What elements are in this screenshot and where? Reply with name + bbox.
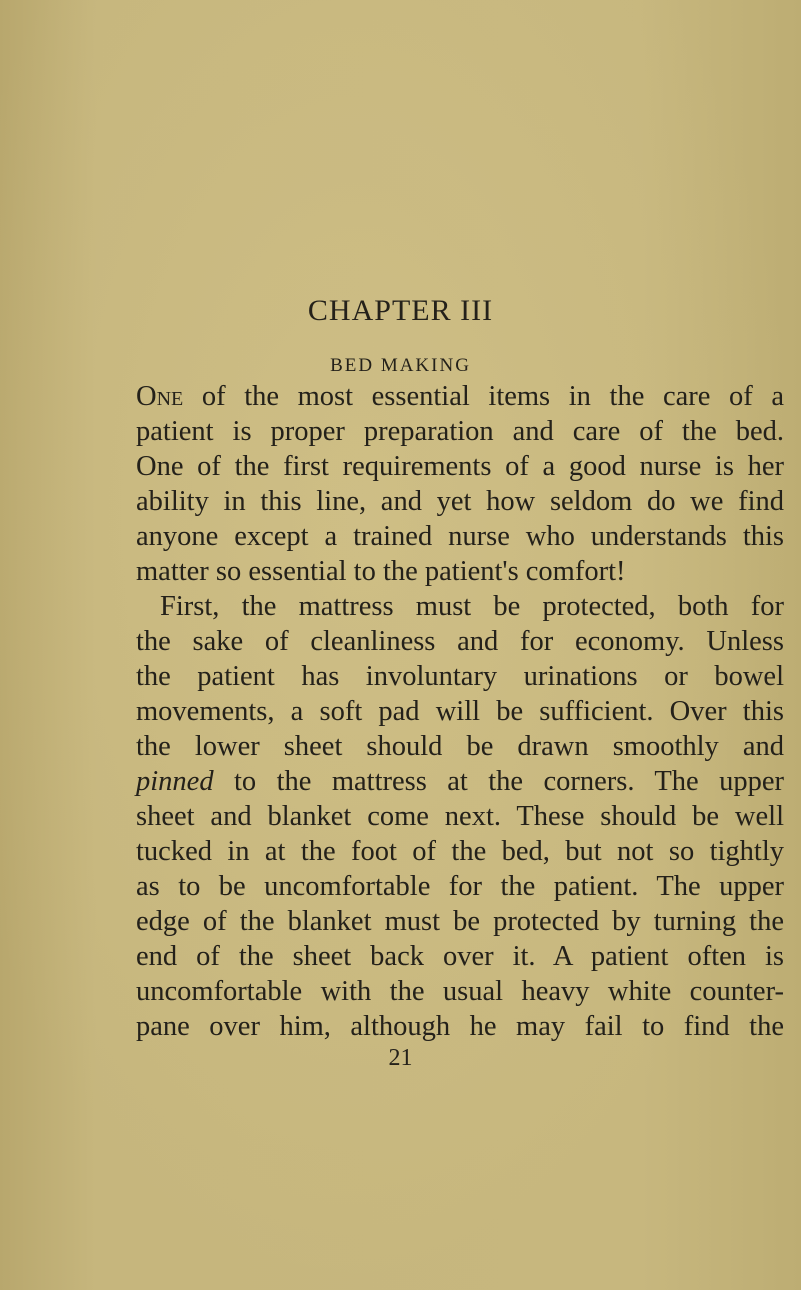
text-line: the patient has involuntary urinations or bowel (136, 661, 784, 692)
text-line: uncomfortable with the usual heavy white counter- (136, 976, 784, 1007)
opening-word: One (136, 381, 184, 412)
text-line (136, 380, 784, 414)
text-line: anyone except a trained nurse who understands this (136, 521, 784, 552)
text-line: sheet and blanket come next. These should be well (136, 801, 784, 832)
text-line: as to be uncomfortable for the patient. The upper (136, 871, 784, 902)
text-segment: of the most essential items in the care of a (183, 381, 784, 412)
text-line: One of the first requirements of a good nurse is her (136, 451, 784, 482)
text-line: tucked in at the foot of the bed, but not so tightly (136, 836, 784, 867)
text-line: First, the mattress must be protected, both for (160, 591, 784, 622)
text-segment: to the mattress at the corners. The upper (213, 766, 784, 797)
text-line: end of the sheet back over it. A patient often is (136, 941, 784, 972)
text-line (136, 765, 784, 799)
chapter-heading: CHAPTER III (307, 294, 494, 327)
text-line: matter so essential to the patient's comfort! (136, 556, 626, 587)
italic-word: pinned (136, 766, 214, 797)
section-heading: BED MAKING (330, 355, 471, 376)
text-line: pane over him, although he may fail to find the (136, 1011, 784, 1042)
page-number: 21 (388, 1045, 413, 1071)
text-line: the sake of cleanliness and for economy. Unless (136, 626, 784, 657)
text-line: patient is proper preparation and care of the bed. (136, 416, 784, 447)
text-line: ability in this line, and yet how seldom do we find (136, 486, 784, 517)
text-line: movements, a soft pad will be sufficient. Over this (136, 696, 784, 727)
text-line: the lower sheet should be drawn smoothly and (136, 731, 784, 762)
text-line: edge of the blanket must be protected by turning the (136, 906, 784, 937)
